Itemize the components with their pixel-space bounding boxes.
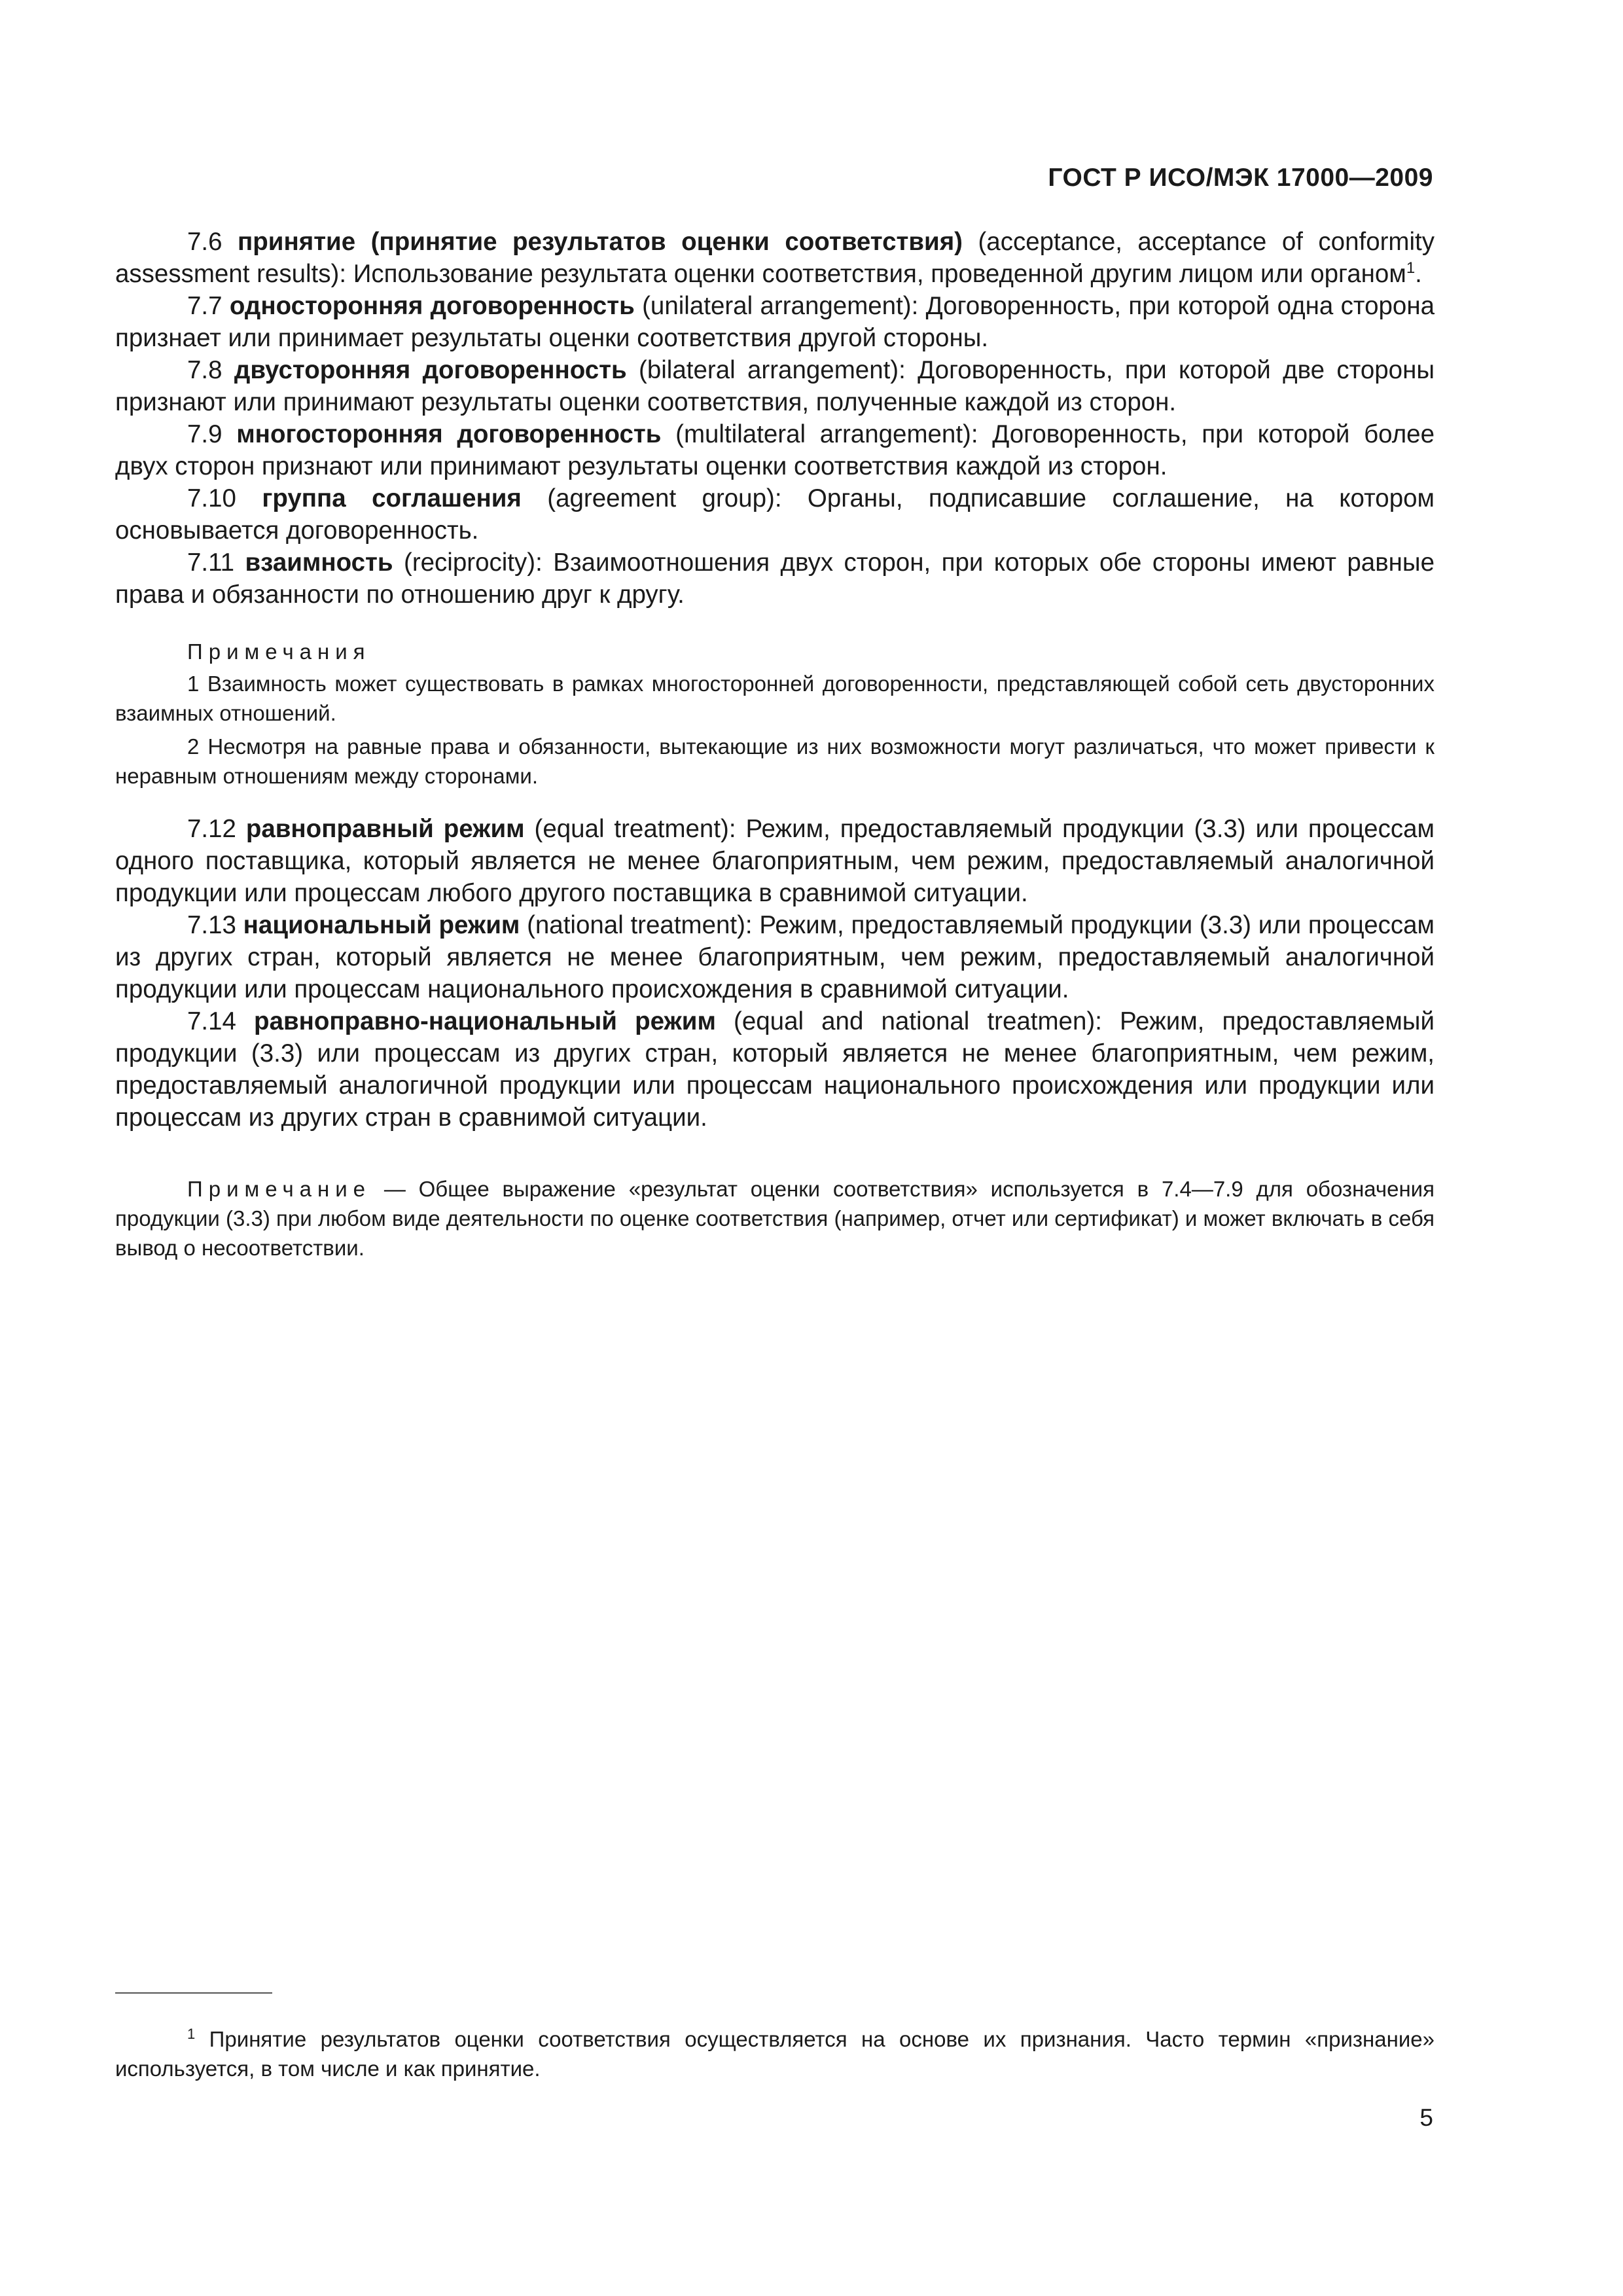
definition-7-12: [115, 813, 1435, 909]
term: равноправно-национальный режим: [254, 1007, 716, 1035]
definition-7-7: [115, 290, 1435, 354]
definition-text: Договоренность, при которой одна сторона признает или принимает результаты оценки соответствия другой стороны.: [115, 292, 1435, 352]
note-item: 2 Несмотря на равные права и обязанности, вытекающие из них возможности могут различаться, что может привести к неравным отношениям между сторонами.: [115, 734, 1435, 788]
term-english: (multilateral arrangement):: [661, 420, 993, 448]
term: взаимность: [245, 548, 393, 577]
term-english: (equal and national treatmen):: [715, 1007, 1120, 1035]
term-english: (national treatment):: [520, 911, 760, 939]
clause-number: 7.9: [187, 420, 223, 448]
footnote-reference: 1: [1406, 259, 1416, 278]
definition-end: .: [1415, 260, 1422, 288]
final-note-text: — Общее выражение «результат оценки соответствия» используется в 7.4—7.9 для обозначения продукции (3.3) при любом виде деятельности по оценке соответствия (например, отчет или сертификат) и может включать в себя вывод о несоответствии.: [115, 1177, 1435, 1260]
footnote-divider: [115, 1992, 272, 1994]
definition-text: Договоренность, при которой две стороны признают или принимают результаты оценки соответствия, полученные каждой из сторон.: [115, 356, 1435, 416]
clause-number: 7.8: [187, 356, 223, 384]
definition-7-10: [115, 482, 1435, 547]
term-english: (reciprocity):: [393, 548, 554, 577]
page-number: 5: [1419, 2104, 1433, 2131]
term-english: (equal treatment):: [524, 815, 746, 843]
notes-title: Примечания: [187, 639, 371, 664]
term-english: (bilateral arrangement):: [626, 356, 918, 384]
definition-text: Органы, подписавшие соглашение, на котором основывается договоренность.: [115, 484, 1435, 545]
term: двусторонняя договоренность: [234, 356, 627, 384]
clause-number: 7.14: [187, 1007, 236, 1035]
term-english: (agreement group):: [521, 484, 808, 512]
definition-text: Использование результата оценки соответствия, проведенной другим лицом или органом: [353, 260, 1406, 288]
clause-number: 7.7: [187, 292, 223, 320]
term: равноправный режим: [245, 815, 525, 843]
note-item: 1 Взаимность может существовать в рамках многосторонней договоренности, представляющей собой сеть двусторонних взаимных отношений.: [115, 672, 1435, 725]
term: группа соглашения: [262, 484, 522, 512]
document-header: ГОСТ Р ИСО/МЭК 17000—2009: [1048, 164, 1433, 192]
clause-number: 7.13: [187, 911, 236, 939]
main-content: [115, 226, 1435, 1284]
final-note-label: Примечание: [187, 1177, 372, 1201]
clause-number: 7.11: [187, 548, 235, 577]
footnote-text: Принятие результатов оценки соответствия осуществляется на основе их признания. Часто термин «признание» используется, в том числе и как принятие.: [115, 2027, 1435, 2081]
term: односторонняя договоренность: [229, 292, 635, 320]
term: многосторонняя договоренность: [236, 420, 662, 448]
final-note: [115, 1174, 1435, 1263]
term-english: (acceptance, acceptance of conformity assessment results):: [115, 228, 1435, 288]
definition-text: Режим, предоставляемый продукции (3.3) или процессам из других стран, который является не менее благоприятным, чем режим, предоставляемый аналогичной продукции или процессам национального происхождения или продукции или процессам из других стран в сравнимой ситуации.: [115, 1007, 1435, 1132]
term: принятие (принятие результатов оценки соответствия): [238, 228, 963, 256]
footnote: [115, 2024, 1435, 2083]
definition-text: Режим, предоставляемый продукции (3.3) или процессам одного поставщика, который является не менее благоприятным, чем режим, предоставляемый аналогичной продукции или процессам любого другого поставщика в сравнимой ситуации.: [115, 815, 1435, 907]
footnote-mark: 1: [187, 2026, 196, 2042]
definition-text: Режим, предоставляемый продукции (3.3) или процессам из других стран, который является не менее благоприятным, чем режим, предоставляемый аналогичной продукции или процессам национального происхождения в сравнимой ситуации.: [115, 911, 1435, 1003]
notes-block: [115, 637, 1435, 791]
clause-number: 7.12: [187, 815, 236, 843]
definition-text: Взаимоотношения двух сторон, при которых обе стороны имеют равные права и обязанности по отношению друг к другу.: [115, 548, 1435, 609]
definition-7-13: [115, 909, 1435, 1005]
definition-7-9: [115, 418, 1435, 482]
term-english: (unilateral arrangement):: [634, 292, 926, 320]
definitions-group-2: [115, 813, 1435, 1134]
definition-7-14: [115, 1005, 1435, 1134]
definition-7-6: [115, 226, 1435, 290]
clause-number: 7.6: [187, 228, 223, 256]
definition-7-11: [115, 547, 1435, 611]
definition-text: Договоренность, при которой более двух сторон признают или принимают результаты оценки соответствия каждой из сторон.: [115, 420, 1435, 480]
clause-number: 7.10: [187, 484, 236, 512]
term: национальный режим: [243, 911, 520, 939]
definition-7-8: [115, 354, 1435, 418]
